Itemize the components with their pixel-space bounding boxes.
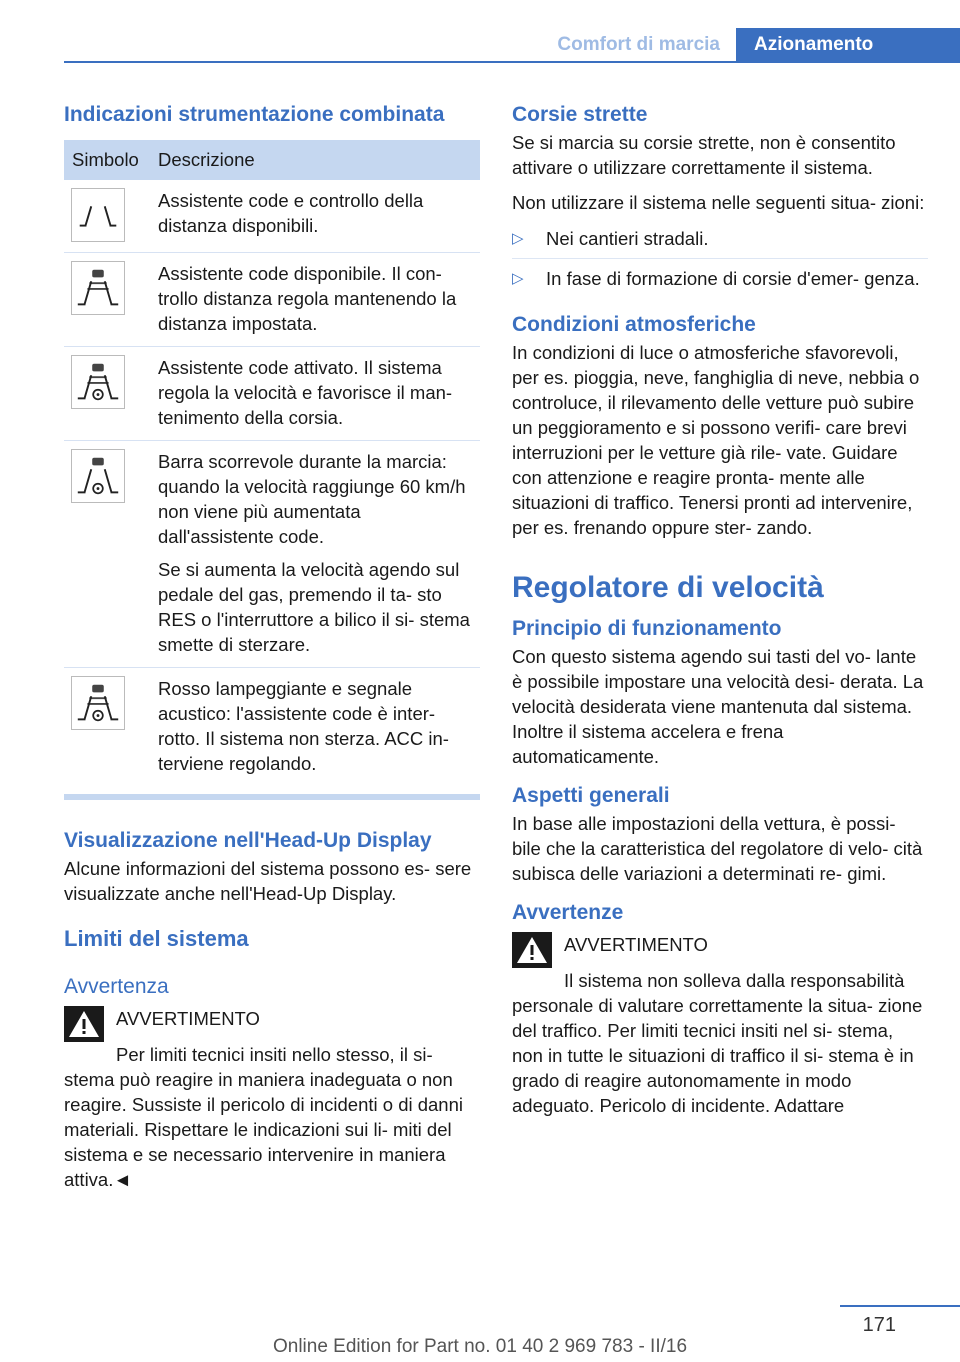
weather-heading: Condizioni atmosferiche xyxy=(512,313,756,336)
running-section-title: Comfort di marcia xyxy=(557,33,720,55)
warning-icon xyxy=(64,1006,104,1042)
car-lanes-steering-icon xyxy=(71,449,125,503)
table-header xyxy=(64,140,480,180)
header-description: Descrizione xyxy=(158,149,255,170)
running-chapter-tab: Azionamento xyxy=(736,28,960,61)
principle-text: Con questo sistema agendo sui tasti del vo- lante è possibile impostare una velocità desi- derata. La velocità desiderata viene mantenuta dal sistema. Inoltre il sistema accelera e frena automaticamente. xyxy=(512,646,924,767)
row-description-note: Se si aumenta la velocità agendo sul pedale del gas, premendo il ta- sto RES o l'interruttore a bilico il si- stema smette di sterzare. xyxy=(158,559,470,655)
car-lanes-icon xyxy=(71,261,125,315)
hud-heading: Visualizzazione nell'Head-Up Display xyxy=(64,829,432,852)
car-lanes-steering-icon xyxy=(71,355,125,409)
warning-heading: Avvertenza xyxy=(64,975,169,998)
table-row xyxy=(64,253,480,347)
header-symbol: Simbolo xyxy=(72,149,139,170)
table-title: Indicazioni strumentazione combinata xyxy=(64,103,445,126)
warning-label: AVVERTIMENTO xyxy=(116,1008,260,1029)
principle-heading: Principio di funzionamento xyxy=(512,617,782,640)
row-description: Assistente code disponibile. Il con- trollo distanza regola mantenendo la distanza impostata. xyxy=(158,263,457,334)
warning-label: AVVERTIMENTO xyxy=(564,934,708,955)
narrow-lanes-text: Se si marcia su corsie strette, non è consentito attivare o utilizzare correttamente il sistema. xyxy=(512,132,896,178)
table-bottom-rule xyxy=(64,794,480,800)
edition-note: Online Edition for Part no. 01 40 2 969 783 - II/16 xyxy=(272,1336,688,1357)
narrow-lanes-heading: Corsie strette xyxy=(512,103,648,126)
row-description: Barra scorrevole durante la marcia: quando la velocità raggiunge 60 km/h non viene più aumentata dall'assistente code. xyxy=(158,451,466,547)
table-row xyxy=(64,347,480,441)
hud-text: Alcune informazioni del sistema possono es- sere visualizzate anche nell'Head-Up Display. xyxy=(64,858,472,904)
warning-block xyxy=(64,1006,480,1042)
page-number: 171 xyxy=(862,1314,896,1336)
row-description: Assistente code e controllo della distanza disponibili. xyxy=(158,190,424,236)
narrow-lanes-text-2: Non utilizzare il sistema nelle seguenti situa- zioni: xyxy=(512,192,925,213)
warning-text: Il sistema non solleva dalla responsabilità personale di valutare correttamente la situa- zione del traffico. Per limiti tecnici insiti nel si- stema, non in tutte le situazioni di traffico il si- stema è in grado di reagire autonomamente in modo adeguato. Pericolo di incidente. Adattare xyxy=(512,970,923,1116)
lane-markings-icon xyxy=(71,188,125,242)
warning-text: Per limiti tecnici insiti nello stesso, il si- stema può reagire in maniera inadeguata o non reagire. Sussiste il pericolo di incidenti o di danni materiali. Rispettare le indicazioni sui li- miti del sistema e se necessario intervenire in maniera attiva.◄ xyxy=(64,1044,463,1190)
triangle-bullet-icon: ▷ xyxy=(512,270,524,287)
car-lanes-steering-icon xyxy=(71,676,125,730)
footer-rule xyxy=(840,1305,960,1307)
warning-block xyxy=(512,932,928,968)
row-description: Rosso lampeggiante e segnale acustico: l'assistente code è inter- rotto. Il sistema non sterza. ACC in- terviene regolando. xyxy=(158,678,449,774)
situations-list xyxy=(512,219,928,298)
left-column xyxy=(64,100,480,1192)
warning-icon xyxy=(512,932,552,968)
triangle-bullet-icon: ▷ xyxy=(512,230,524,247)
warnings-heading: Avvertenze xyxy=(512,901,624,924)
general-text: In base alle impostazioni della vettura, è possi- bile che la caratteristica del regolatore di velo- cità subisca delle variazioni a determinati re- gimi. xyxy=(512,813,923,884)
row-description: Assistente code attivato. Il sistema regola la velocità e favorisce il man- tenimento della corsia. xyxy=(158,357,453,428)
table-row xyxy=(64,441,480,668)
list-item: ▷ In fase di formazione di corsie d'emer- genza. xyxy=(512,268,920,289)
list-item: ▷ Nei cantieri stradali. xyxy=(512,219,928,259)
limits-heading: Limiti del sistema xyxy=(64,926,249,951)
table-row xyxy=(64,180,480,253)
right-column xyxy=(512,100,928,1118)
cruise-control-heading: Regolatore di velocità xyxy=(512,571,824,604)
weather-text: In condizioni di luce o atmosferiche sfavorevoli, per es. pioggia, neve, fanghiglia di neve, nebbia o controluce, il rilevamento delle vetture può subire un peggioramento e si possono verifi- care brevi interruzioni per le vetture già rile- vate. Guidare con attenzione e reagire pronta- mente alle situazioni di traffico. Tenersi pronti ad intervenire, per es. frenando oppure ster- zando. xyxy=(512,342,920,538)
general-heading: Aspetti generali xyxy=(512,784,670,807)
header-rule xyxy=(64,61,960,63)
table-row xyxy=(64,668,480,786)
